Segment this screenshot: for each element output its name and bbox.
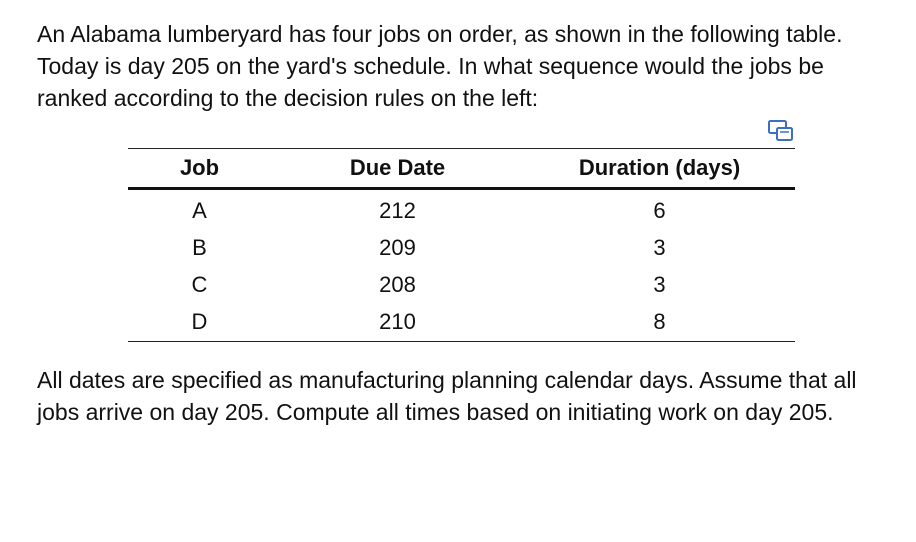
job-cell: A (192, 197, 207, 223)
header-job: Job (179, 155, 220, 180)
due-date-cell: 208 (379, 271, 416, 297)
table-row (128, 192, 795, 229)
jobs-table (128, 148, 795, 342)
duration-cell: 3 (653, 234, 666, 260)
duration-cell: 6 (653, 197, 666, 223)
due-date-cell: 209 (379, 234, 416, 260)
copy-table-icon[interactable] (768, 120, 794, 142)
table-row (128, 229, 795, 266)
outro-paragraph: All dates are specified as manufacturing planning calendar days. Assume that all jobs arrive on day 205. Compute all times based on initiating work on day 205. (37, 367, 857, 425)
due-date-cell: 212 (379, 197, 416, 223)
table-row (128, 303, 795, 340)
table-bottom-rule (128, 341, 795, 342)
job-cell: B (192, 234, 207, 260)
job-cell: D (191, 308, 208, 334)
job-cell: C (191, 271, 208, 297)
table-header-row (128, 149, 795, 187)
due-date-cell: 210 (379, 308, 416, 334)
table-row (128, 266, 795, 303)
duration-cell: 8 (653, 308, 666, 334)
duration-cell: 3 (653, 271, 666, 297)
intro-paragraph: An Alabama lumberyard has four jobs on order, as shown in the following table. Today is day 205 on the yard's schedule. In what sequence would the jobs be ranked according to the decision rules on the left: (37, 21, 843, 111)
header-duration: Duration (days) (578, 155, 741, 180)
header-due-date: Due Date (349, 155, 446, 180)
